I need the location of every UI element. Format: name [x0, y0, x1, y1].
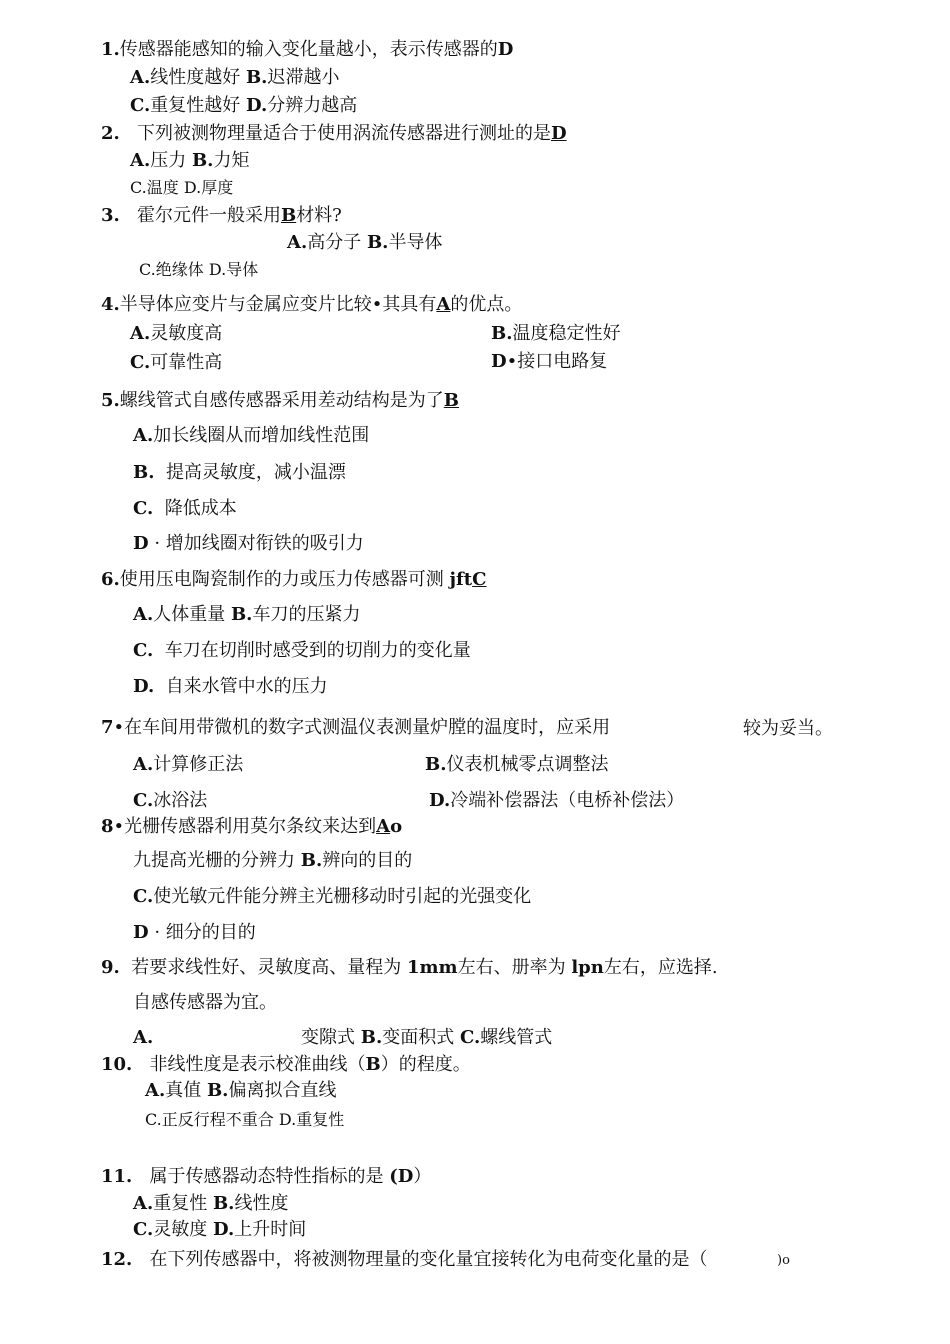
question-2: [101, 125, 567, 143]
option-row: 九提高光栅的分辨力 B.辨向的目的: [133, 850, 413, 871]
question-number: 3.: [101, 205, 120, 226]
question-5: 5.螺线管式自感传感器采用差动结构是为了B: [101, 390, 460, 411]
question-text: 传感器能感知的输入变化量越小，表示传感器的: [119, 39, 498, 60]
question-number: 11.: [101, 1166, 133, 1187]
option-c: C. 车刀在切削时感受到的切削力的变化量: [133, 640, 471, 661]
option-row: 变隙式 B.变面积式 C.螺线管式: [301, 1027, 553, 1048]
option-a: A.灵敏度高: [130, 323, 223, 344]
option-row: A.压力 B.力矩: [130, 150, 250, 171]
question-9-line2: 自感传感器为宜。: [133, 992, 277, 1013]
answer: B: [280, 205, 297, 226]
option-d: D. 自来水管中水的压力: [133, 676, 328, 697]
question-11: 11. 属于传感器动态特性指标的是 (D）: [101, 1166, 432, 1187]
question-7-tail: 较为妥当。: [743, 718, 833, 739]
answer: (D: [389, 1166, 414, 1187]
question-12: 12. 在下列传感器中，将被测物理量的变化量宜接转化为电荷变化量的是（: [101, 1249, 708, 1270]
answer: D: [497, 39, 514, 60]
option-row: A.真值 B.偏离拟合直线: [145, 1080, 337, 1101]
option-d: D•接口电路复: [491, 351, 608, 372]
question-7: 7•在车间用带微机的数字式测温仪表测量炉膛的温度时，应采用: [101, 717, 611, 738]
question-number: 9.: [101, 957, 120, 978]
question-number: 5.: [101, 390, 120, 411]
option-b: B.温度稳定性好: [491, 323, 621, 344]
question-number: 2.: [101, 123, 120, 144]
option-b: B.仪表机械零点调整法: [425, 754, 609, 775]
question-9: 9. 若要求线性好、灵敏度高、量程为 1mm左右、册率为 lpn左右，应选择.: [101, 957, 718, 978]
question-number: 7: [101, 717, 114, 738]
option-row: C.温度 D.厚度: [130, 178, 234, 197]
answer: A: [436, 294, 451, 315]
option-row: C.正反行程不重合 D.重复性: [145, 1110, 345, 1129]
question-number: 4.: [101, 294, 120, 315]
option-c: C.冰浴法: [133, 790, 208, 811]
answer: B: [443, 390, 460, 411]
option-d: D.冷端补偿器法（电桥补偿法）: [429, 790, 685, 811]
option-c: C.可靠性高: [130, 352, 223, 373]
option-a: A.加长线圈从而增加线性范围: [133, 425, 370, 446]
answer: C: [472, 569, 487, 590]
option-a-key: A.: [133, 1027, 154, 1048]
option-b: B. 提高灵敏度，减小温漂: [133, 462, 346, 483]
option-d: D · 细分的目的: [133, 922, 256, 943]
question-10: 10. 非线性度是表示校准曲线（B）的程度。: [101, 1054, 471, 1075]
answer: A: [376, 816, 391, 837]
question-3: 3. 霍尔元件一般采用B材料?: [101, 205, 342, 226]
question-6: 6.使用压电陶瓷制作的力或压力传感器可测 jftC: [101, 569, 487, 590]
question-number: 8: [101, 816, 114, 837]
option-c: C.使光敏元件能分辨主光栅移动时引起的光强变化: [133, 886, 532, 907]
question-number: 6.: [101, 569, 120, 590]
option-row: C.重复性越好 D.分辨力越高: [130, 95, 358, 116]
question-number: 1.: [101, 39, 120, 60]
answer: D: [550, 123, 567, 144]
option-a: A.计算修正法: [133, 754, 244, 775]
question-text: 下列被测物理量适合于使用涡流传感器进行测址的是: [136, 123, 551, 144]
option-row: A.人体重量 B.车刀的压紧力: [133, 604, 361, 625]
option-row: C.灵敏度 D.上升时间: [133, 1219, 307, 1240]
question-8: 8•光栅传感器利用莫尔条纹来达到Ao: [101, 816, 403, 837]
question-4: 4.半导体应变片与金属应变片比较•其具有A的优点。: [101, 294, 523, 315]
option-d: D · 增加线圈对衔铁的吸引力: [133, 533, 364, 554]
option-row: A.线性度越好 B.迟滞越小: [130, 67, 340, 88]
option-row: A.高分子 B.半导体: [287, 232, 443, 253]
option-row: C.绝缘体 D.导体: [139, 260, 259, 279]
option-row: A.重复性 B.线性度: [133, 1193, 289, 1214]
question-12-tail: )o: [777, 1253, 790, 1268]
option-c: C. 降低成本: [133, 498, 237, 519]
question-number: 10.: [101, 1054, 133, 1075]
question-number: 12.: [101, 1249, 133, 1270]
question-1: [101, 41, 513, 59]
answer: B: [365, 1054, 381, 1075]
